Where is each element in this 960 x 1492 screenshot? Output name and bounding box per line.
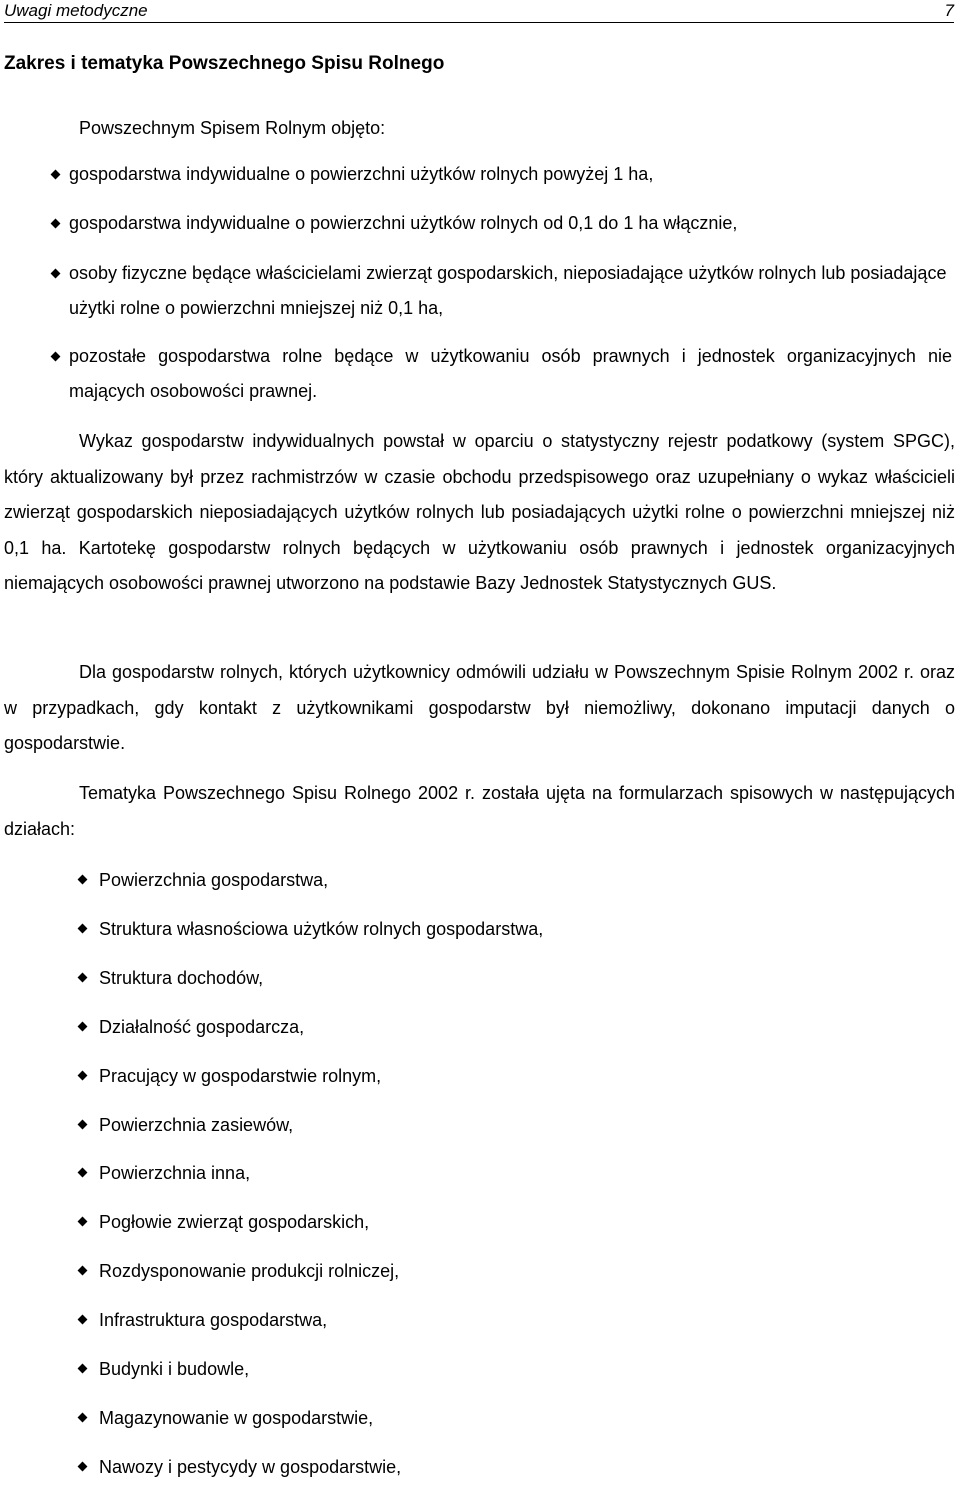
paragraph-text: Tematyka Powszechnego Spisu Rolnego 2002 r. została ujęta na formularzach spisowych w następujących działach:: [4, 783, 955, 839]
page-number: 7: [944, 1, 954, 20]
topic-text: Powierzchnia inna,: [99, 1163, 251, 1184]
section-title: Zakres i tematyka Powszechnego Spisu Rolnego: [4, 53, 445, 74]
topic-list-item: [79, 1443, 955, 1492]
running-header: [4, 0, 954, 23]
topic-list-item: [79, 1149, 955, 1198]
list-item: [52, 339, 952, 409]
topic-list-item: [79, 1345, 955, 1394]
list-item-text: gospodarstwa indywidualne o powierzchni użytków rolnych od 0,1 do 1 ha włącznie,: [69, 213, 738, 233]
topic-text: Infrastruktura gospodarstwa,: [99, 1310, 328, 1331]
topic-text: Struktura dochodów,: [99, 967, 264, 988]
topic-text: Działalność gospodarcza,: [99, 1016, 305, 1037]
paragraph: [4, 424, 955, 602]
topic-list-item: [79, 1101, 955, 1150]
topic-text: Pracujący w gospodarstwie rolnym,: [99, 1065, 382, 1086]
intro-line: Powszechnym Spisem Rolnym objęto:: [79, 118, 386, 138]
paragraph: [4, 655, 955, 762]
paragraph-text: Dla gospodarstw rolnych, których użytkownicy odmówili udziału w Powszechnym Spisie Rolnym 2002 r. oraz w przypadkach, gdy kontakt z użytkownikami gospodarstw był niemożliwy, dokonano imputacji danych o gospodarstwie.: [4, 662, 955, 753]
topic-list-item: [79, 1198, 955, 1247]
topic-text: Powierzchnia zasiewów,: [99, 1114, 294, 1135]
topic-text: Rozdysponowanie produkcji rolniczej,: [99, 1261, 400, 1282]
list-item-text: pozostałe gospodarstwa rolne będące w użytkowaniu osób prawnych i jednostek organizacyjnych nie mających osobowości prawnej.: [69, 346, 952, 401]
list-item: [52, 256, 952, 326]
paragraph: [4, 776, 955, 847]
list-item-text: osoby fizyczne będące właścicielami zwierząt gospodarskich, nieposiadające użytków rolnych lub posiadające użytki rolne o powierzchni mniejszej niż 0,1 ha,: [69, 263, 947, 318]
list-item-text: gospodarstwa indywidualne o powierzchni użytków rolnych powyżej 1 ha,: [69, 164, 654, 184]
topic-list-item: [79, 856, 955, 905]
topic-list-item: [79, 1052, 955, 1101]
topic-text: Budynki i budowle,: [99, 1359, 250, 1379]
topic-list-item: [79, 1394, 955, 1443]
list-item: [52, 206, 952, 241]
topic-text: Struktura własnościowa użytków rolnych gospodarstwa,: [99, 918, 544, 939]
topic-text: Pogłowie zwierząt gospodarskich,: [99, 1212, 370, 1233]
list-item: [52, 157, 952, 192]
topic-text: Powierzchnia gospodarstwa,: [99, 870, 329, 890]
topic-text: Nawozy i pestycydy w gospodarstwie,: [99, 1456, 402, 1477]
header-title: Uwagi metodyczne: [4, 1, 148, 20]
topic-list-item: [79, 1296, 955, 1345]
topic-list-item: [79, 1003, 955, 1052]
topic-text: Magazynowanie w gospodarstwie,: [99, 1407, 374, 1428]
topic-list-item: [79, 905, 955, 954]
topic-list-item: [79, 954, 955, 1003]
paragraph-text: Wykaz gospodarstw indywidualnych powstał w oparciu o statystyczny rejestr podatkowy (system SPGC), który aktualizowany był przez rachmistrzów w czasie obchodu przedspisowego oraz uzupełniany o wykaz właścicieli zwierząt gospodarskich nieposiadających użytków rolnych lub posiadających użytki rolne o powierzchni mniejszej niż 0,1 ha. Kartotekę gospodarstw rolnych będących w użytkowaniu osób prawnych i jednostek organizacyjnych niemających osobowości prawnej utworzono na podstawie Bazy Jednostek Statystycznych GUS.: [4, 431, 955, 593]
topic-list-item: [79, 1247, 955, 1296]
